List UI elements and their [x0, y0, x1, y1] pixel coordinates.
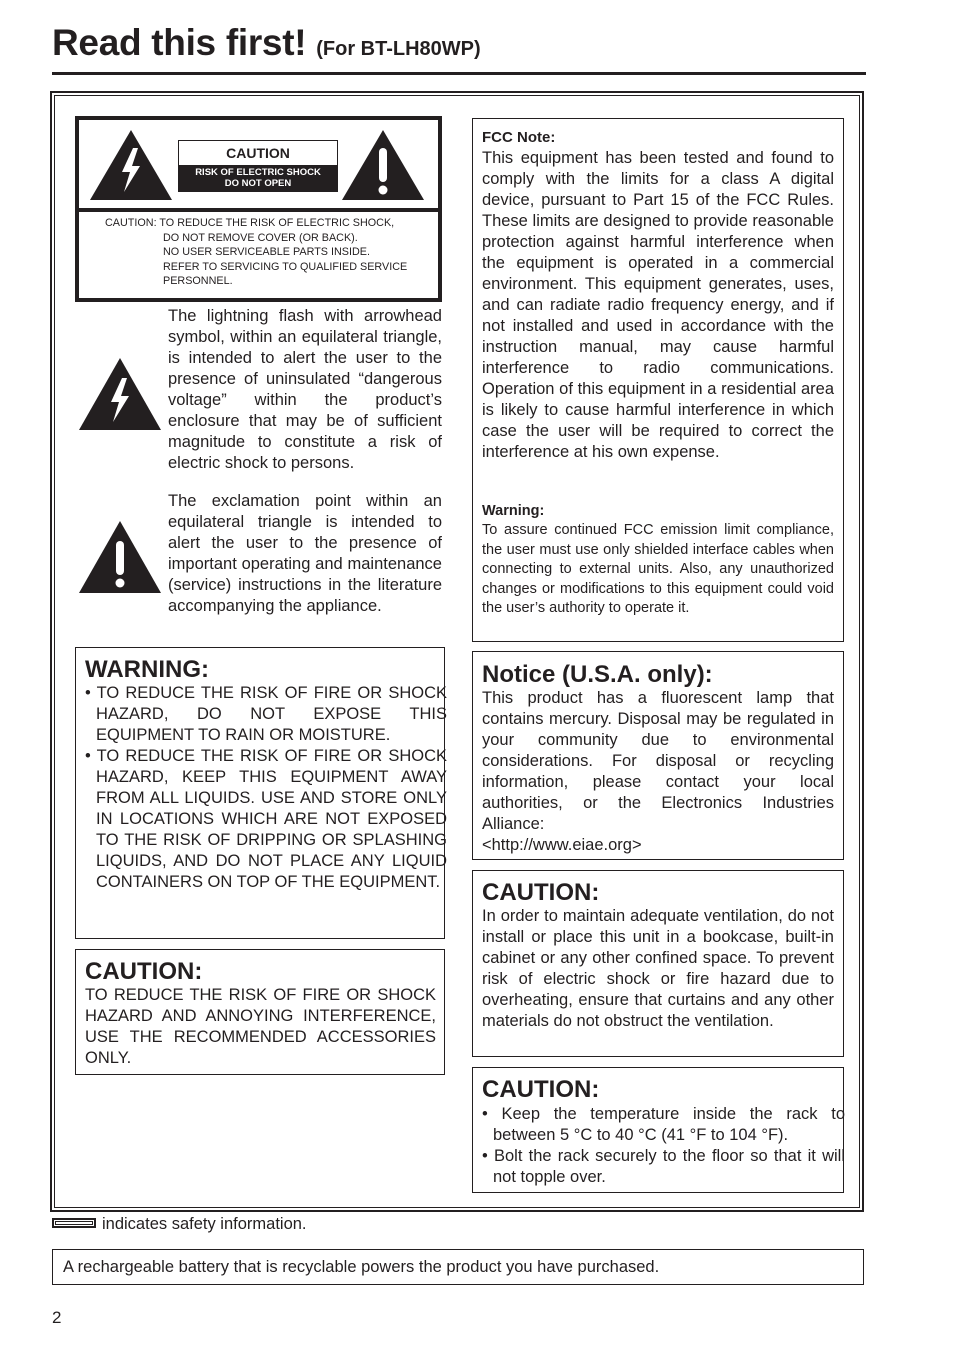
caution-accessories-heading: CAUTION: — [85, 958, 203, 985]
page-number: 2 — [52, 1308, 62, 1327]
title-model: (For BT-LH80WP) — [316, 38, 481, 60]
caution-label-subtitle — [178, 165, 338, 192]
caution-accessories-text: TO REDUCE THE RISK OF FIRE OR SHOCK HAZARD AND ANNOYING INTERFERENCE, USE THE RECOMMENDED ACCESSORIES ONLY. — [85, 986, 436, 1067]
warning-item: • TO REDUCE THE RISK OF FIRE OR SHOCK HAZARD, KEEP THIS EQUIPMENT AWAY FROM ALL LIQUIDS. USE AND STORE ONLY IN LOCATIONS WHICH ARE NOT EXPOSED TO THE RISK OF DRIPPING OR SPLASHING LIQUIDS, AND DO NOT PLACE ANY LIQUID CONTAINERS ON TOP OF THE EQUIPMENT. — [85, 747, 447, 891]
title-rule — [52, 72, 866, 75]
page-title — [52, 22, 481, 64]
warning-item: • TO REDUCE THE RISK OF FIRE OR SHOCK HAZARD, DO NOT EXPOSE THIS EQUIPMENT TO RAIN OR MOISTURE. — [85, 684, 447, 744]
caution-text-line: DO NOT REMOVE COVER (OR BACK). — [163, 231, 358, 244]
safety-frame-icon — [52, 1218, 96, 1228]
fcc-heading: FCC Note: — [482, 129, 556, 146]
exclamation-symbol-icon — [77, 519, 163, 595]
caution-rack-heading: CAUTION: — [482, 1076, 600, 1103]
caution-rack-item-text: Keep the temperature inside the rack to between 5 °C to 40 °C (41 °F to 104 °F). — [493, 1105, 845, 1144]
warning-item-text: TO REDUCE THE RISK OF FIRE OR SHOCK HAZARD, KEEP THIS EQUIPMENT AWAY FROM ALL LIQUIDS. USE AND STORE ONLY IN LOCATIONS WHICH ARE NOT EXPOSED TO THE RISK OF DRIPPING OR SPLASHING LIQUIDS, AND DO NOT PLACE ANY LIQUID CONTAINERS ON TOP OF THE EQUIPMENT. — [96, 747, 447, 891]
caution-rack-item: • Keep the temperature inside the rack to between 5 °C to 40 °C (41 °F to 104 °F). — [482, 1105, 845, 1144]
caution-ventilation-text: In order to maintain adequate ventilation, do not install or place this unit in a bookcase, built-in cabinet or any other confined space. To prevent risk of electric shock or fire hazard due to overheating, ensure that curtains and any other materials do not obstruct the ventilation. — [482, 907, 834, 1030]
caution-label-text — [105, 216, 435, 289]
safety-note: indicates safety information. — [102, 1215, 307, 1233]
lightning-symbol-icon — [77, 356, 163, 432]
fcc-warning-text: To assure continued FCC emission limit compliance, the user must use only shielded interface cables when connecting to external units. Also, any unauthorized changes or modifications to this equipment could void the user’s authority to operate it. — [482, 522, 834, 616]
caution-rack-item: • Bolt the rack securely to the floor so that it will not topple over. — [482, 1147, 845, 1186]
lightning-warning-icon — [88, 128, 174, 202]
caution-label-line1: RISK OF ELECTRIC SHOCK — [195, 167, 321, 178]
notice-panel — [472, 651, 844, 860]
caution-text-line: NO USER SERVICEABLE PARTS INSIDE. — [163, 246, 371, 258]
caution-text-line: CAUTION: TO REDUCE THE RISK OF ELECTRIC SHOCK, — [105, 217, 395, 229]
caution-rack-panel — [472, 1067, 844, 1193]
caution-label-line2: DO NOT OPEN — [224, 178, 292, 189]
caution-text-line: REFER TO SERVICING TO QUALIFIED SERVICE — [163, 260, 408, 273]
exclamation-warning-icon — [340, 128, 426, 202]
caution-text-line: PERSONNEL. — [163, 275, 233, 287]
caution-rack-item-text: Bolt the rack securely to the floor so that it will not topple over. — [493, 1147, 845, 1186]
lightning-explanation: The lightning flash with arrowhead symbol, within an equilateral triangle, is intended to alert the user to the presence of uninsulated “dangerous voltage” within the product’s enclosure that may be of sufficient magnitude to constitute a risk of electric shock to persons. — [168, 307, 442, 472]
notice-text: This product has a fluorescent lamp that contains mercury. Disposal may be regulated in your community due to environmental considerations. For disposal or recycling information, please contact your local authorities, or the Electronics Industries Alliance: — [482, 689, 834, 833]
warning-panel — [75, 647, 445, 939]
caution-accessories-panel — [75, 949, 445, 1075]
notice-url: <http://www.eiae.org> — [482, 836, 642, 854]
fcc-warning-heading: Warning: — [482, 503, 545, 519]
exclamation-explanation: The exclamation point within an equilateral triangle is intended to alert the user to the presence of important operating and maintenance (service) instructions in the literature accompanying the appliance. — [168, 492, 442, 615]
caution-label-divider — [79, 208, 438, 212]
fcc-text: This equipment has been tested and found to comply with the limits for a class A digital device, pursuant to Part 15 of the FCC Rules. These limits are designed to provide reasonable protection against harmful interference when the equipment is operated in a commercial environment. This equipment generates, uses, and can radiate radio frequency energy, and if not installed and used in accordance with the instruction manual, may cause harmful interference to radio communications. Operation of this equipment in a residential area is likely to cause harmful interference in which case the user will be required to correct the interference at his own expense. — [482, 149, 834, 461]
warning-item-text: TO REDUCE THE RISK OF FIRE OR SHOCK HAZARD, DO NOT EXPOSE THIS EQUIPMENT TO RAIN OR MOISTURE. — [96, 684, 447, 744]
battery-note: A rechargeable battery that is recyclable powers the product you have purchased. — [52, 1249, 864, 1285]
caution-ventilation-panel — [472, 870, 844, 1057]
fcc-note-panel — [472, 118, 844, 642]
notice-heading: Notice (U.S.A. only): — [482, 661, 713, 688]
warning-heading: WARNING: — [85, 656, 209, 683]
caution-label-title: CAUTION — [178, 140, 338, 166]
caution-ventilation-heading: CAUTION: — [482, 879, 600, 906]
title-main: Read this first! — [52, 22, 307, 63]
